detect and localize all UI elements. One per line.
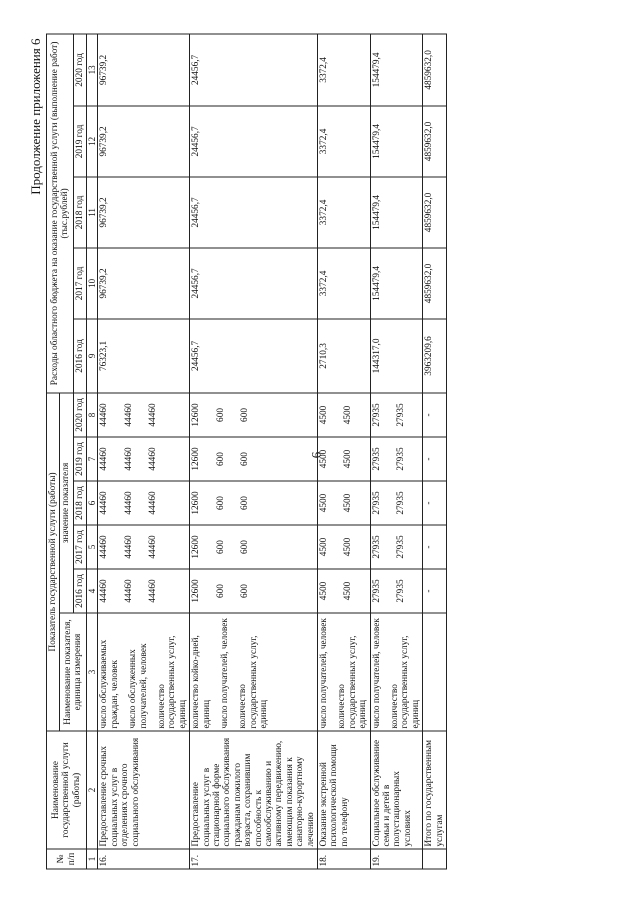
- indicator-values-cell: [190, 393, 318, 437]
- indicator-value: 4500: [343, 405, 354, 425]
- column-number: 11: [87, 177, 98, 248]
- indicator-name: число обслуженных получателей, человек: [128, 643, 149, 729]
- indicator-value: 27935: [371, 447, 382, 471]
- page-number: 6: [308, 451, 324, 459]
- expense-value: 24456,7: [190, 34, 318, 106]
- indicator-value: 600: [215, 584, 226, 598]
- header-value-group: значение показателя: [60, 393, 73, 613]
- expense-value: 96739,2: [98, 177, 190, 248]
- indicator-value: 4500: [319, 581, 330, 601]
- row-number: 18.: [318, 849, 371, 869]
- indicator-values-cell: [318, 525, 371, 569]
- indicator-name: количество койко-дней, единиц: [191, 635, 212, 729]
- indicator-value: 4500: [319, 405, 330, 425]
- indicator-values-cell: [98, 393, 190, 437]
- indicator-value: 27935: [396, 403, 407, 427]
- indicator-value: 12600: [191, 447, 202, 471]
- table-row: [318, 34, 371, 869]
- total-expense: 4859632,0: [423, 177, 447, 248]
- column-number: 4: [87, 569, 98, 613]
- indicator-values-cell: [370, 525, 423, 569]
- column-numbers-row: [87, 34, 98, 869]
- header-indicator-name: Наименование показателя, единица измерения: [60, 613, 87, 731]
- service-name: Предоставление срочных социальных услуг в отделениях срочного социального обслуживания: [98, 731, 190, 849]
- expense-value: 144317,0: [370, 319, 423, 393]
- row-number: 19.: [370, 849, 423, 869]
- value-year-header: 2017 год: [73, 525, 86, 569]
- expense-value: 3372,4: [318, 248, 371, 319]
- total-expense: 4859632,0: [423, 248, 447, 319]
- expenses-table: [46, 33, 447, 869]
- indicator-name: число обслуживаемых граждан, человек: [99, 639, 120, 729]
- indicator-values-cell: [190, 525, 318, 569]
- indicator-value: 44460: [148, 491, 159, 515]
- total-expense: 4859632,0: [423, 34, 447, 106]
- column-number: 9: [87, 319, 98, 393]
- column-number: 8: [87, 393, 98, 437]
- indicator-value: 44460: [148, 447, 159, 471]
- expense-value: 3372,4: [318, 34, 371, 106]
- indicator-value: 4500: [319, 493, 330, 513]
- total-indicator-cell: [423, 613, 447, 731]
- expense-value: 154479,4: [370, 34, 423, 106]
- total-expense: 3963209,6: [423, 319, 447, 393]
- total-value: -: [423, 569, 447, 613]
- service-name: Оказание экстренной психологической помощи по телефону: [318, 731, 371, 849]
- header-service: Наименование государственной услуги (работы): [47, 731, 87, 849]
- indicator-value: 4500: [343, 449, 354, 469]
- indicator-value: 12600: [191, 491, 202, 515]
- indicator-values-cell: [98, 569, 190, 613]
- table-body: [98, 34, 447, 869]
- indicator-value: 44460: [99, 579, 110, 603]
- indicator-name: число получателей, человек: [219, 618, 230, 729]
- column-number: 7: [87, 437, 98, 481]
- indicator-names-cell: [190, 613, 318, 731]
- total-label: Итого по государственным услугам: [423, 731, 447, 849]
- indicator-values-cell: [370, 437, 423, 481]
- indicator-name: число получателей, человек: [371, 618, 382, 729]
- indicator-names-cell: [98, 613, 190, 731]
- column-number: 2: [87, 731, 98, 849]
- expense-year-header: 2017 год: [73, 248, 86, 319]
- expense-value: 3372,4: [318, 106, 371, 177]
- indicator-value: 44460: [148, 535, 159, 559]
- expense-value: 154479,4: [370, 106, 423, 177]
- table-row: [370, 34, 423, 869]
- indicator-value: 600: [239, 407, 250, 422]
- rotated-page: [28, 35, 600, 870]
- indicator-value: 600: [215, 452, 226, 466]
- expense-value: 96739,2: [98, 106, 190, 177]
- indicator-values-cell: [318, 569, 371, 613]
- indicator-names-cell: [318, 613, 371, 731]
- row-number: 16.: [98, 849, 190, 869]
- indicator-value: 4500: [343, 581, 354, 601]
- service-name: Социальное обслуживание семьи и детей в полустационарных условиях: [370, 731, 423, 849]
- expense-value: 96739,2: [98, 34, 190, 106]
- indicator-value: 44460: [99, 535, 110, 559]
- indicator-value: 600: [239, 584, 250, 598]
- indicator-value: 27935: [396, 491, 407, 515]
- indicator-value: 600: [215, 496, 226, 510]
- header-indicator-group: Показатель государственной услуги (работы): [47, 393, 60, 731]
- expense-value: 24456,7: [190, 248, 318, 319]
- row-number: 17.: [190, 849, 318, 869]
- expense-value: 24456,7: [190, 177, 318, 248]
- expense-value: 154479,4: [370, 177, 423, 248]
- indicator-value: 600: [215, 407, 226, 422]
- column-number: 13: [87, 34, 98, 106]
- total-value: -: [423, 525, 447, 569]
- indicator-value: 12600: [191, 579, 202, 603]
- indicator-value: 600: [239, 496, 250, 510]
- expense-year-header: 2019 год: [73, 106, 86, 177]
- indicator-value: 600: [239, 540, 250, 554]
- indicator-name: количество государственных услуг, единиц: [238, 635, 270, 729]
- column-number: 3: [87, 613, 98, 731]
- expense-value: 3372,4: [318, 177, 371, 248]
- column-number: 12: [87, 106, 98, 177]
- column-number: 1: [87, 849, 98, 869]
- indicator-value: 600: [239, 452, 250, 466]
- indicator-value: 600: [215, 540, 226, 554]
- expense-value: 24456,7: [190, 106, 318, 177]
- indicator-values-cell: [370, 569, 423, 613]
- indicator-value: 44460: [99, 491, 110, 515]
- indicator-value: 4500: [343, 537, 354, 557]
- column-number: 5: [87, 525, 98, 569]
- indicator-value: 27935: [396, 579, 407, 603]
- expense-value: 76323,1: [98, 319, 190, 393]
- indicator-value: 27935: [371, 535, 382, 559]
- indicator-value: 44460: [99, 447, 110, 471]
- indicator-values-cell: [98, 525, 190, 569]
- indicator-value: 44460: [123, 447, 134, 471]
- expense-value: 2710,3: [318, 319, 371, 393]
- column-number: 6: [87, 481, 98, 525]
- indicator-values-cell: [318, 437, 371, 481]
- continuation-label: Продолжение приложения 6: [28, 38, 43, 195]
- total-value: -: [423, 437, 447, 481]
- value-year-header: 2016 год: [73, 569, 86, 613]
- indicator-value: 44460: [123, 491, 134, 515]
- indicator-value: 12600: [191, 535, 202, 559]
- indicator-values-cell: [370, 393, 423, 437]
- indicator-values-cell: [318, 481, 371, 525]
- indicator-value: 27935: [396, 447, 407, 471]
- header-expense-group: Расходы областного бюджета на оказание государственной услуги (выполнение работ) (тыс.рублей): [47, 34, 74, 393]
- indicator-values-cell: [318, 393, 371, 437]
- expense-year-header: 2018 год: [73, 177, 86, 248]
- column-number: 10: [87, 248, 98, 319]
- total-value: -: [423, 481, 447, 525]
- indicator-value: 44460: [148, 579, 159, 603]
- indicator-value: 27935: [371, 579, 382, 603]
- service-name: Предоставление социальных услуг в стационарной форме социального обслуживания гражданам пожилого возраста, сохранившим способность к самообслуживанию и активному передвижению, имеющим показания к санаторно-курортному лечению: [190, 731, 318, 849]
- indicator-value: 4500: [343, 493, 354, 513]
- indicator-values-cell: [98, 437, 190, 481]
- indicator-values-cell: [190, 569, 318, 613]
- indicator-name: количество государственных услуг, единиц: [337, 635, 369, 729]
- total-no-cell: [423, 849, 447, 869]
- expense-year-header: 2016 год: [73, 319, 86, 393]
- value-year-header: 2020 год: [73, 393, 86, 437]
- expense-value: 96739,2: [98, 248, 190, 319]
- indicator-name: число получателей, человек: [319, 618, 330, 729]
- indicator-values-cell: [98, 481, 190, 525]
- indicator-value: 4500: [319, 449, 330, 469]
- header-no: № п/п: [47, 849, 87, 869]
- indicator-value: 4500: [319, 537, 330, 557]
- table-row: [98, 34, 190, 869]
- total-expense: 4859632,0: [423, 106, 447, 177]
- indicator-value: 44460: [148, 403, 159, 427]
- expense-year-header: 2020 год: [73, 34, 86, 106]
- total-value: -: [423, 393, 447, 437]
- indicator-names-cell: [370, 613, 423, 731]
- indicator-name: количество государственных услуг, единиц: [390, 635, 421, 729]
- indicator-value: 27935: [371, 491, 382, 515]
- indicator-value: 27935: [371, 403, 382, 427]
- indicator-value: 44460: [123, 579, 134, 603]
- indicator-value: 44460: [123, 403, 134, 427]
- indicator-name: количество государственных услуг, единиц: [156, 635, 188, 729]
- indicator-value: 44460: [123, 535, 134, 559]
- indicator-values-cell: [190, 437, 318, 481]
- value-year-header: 2019 год: [73, 437, 86, 481]
- indicator-values-cell: [370, 481, 423, 525]
- expense-value: 24456,7: [190, 319, 318, 393]
- value-year-header: 2018 год: [73, 481, 86, 525]
- indicator-value: 27935: [396, 535, 407, 559]
- table-row: [190, 34, 318, 869]
- indicator-value: 44460: [99, 403, 110, 427]
- indicator-values-cell: [190, 481, 318, 525]
- total-row: [423, 34, 447, 869]
- expense-value: 154479,4: [370, 248, 423, 319]
- indicator-value: 12600: [191, 403, 202, 427]
